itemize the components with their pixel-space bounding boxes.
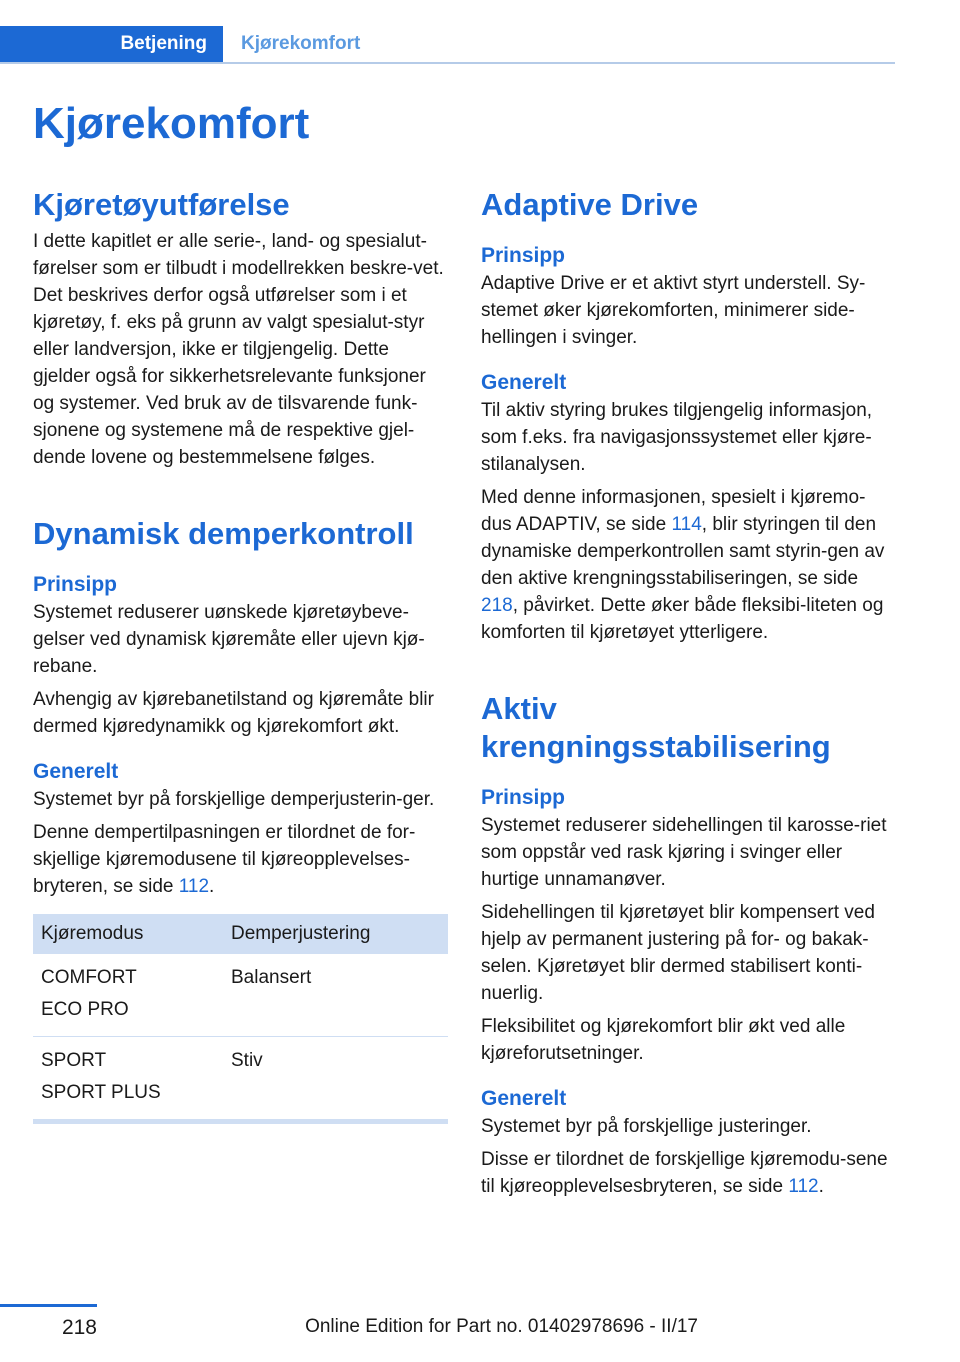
- paragraph: [481, 1146, 896, 1200]
- mode-value: ECO PRO: [41, 999, 129, 1020]
- paragraph-text: , blir styringen til den dynamiske demperkontrollen samt styrin-gen av den aktive krengningsstabiliseringen, se side: [481, 514, 885, 589]
- punctuation: .: [209, 876, 215, 897]
- paragraph: Systemet reduserer uønskede kjøretøybeve-gelser ved dynamisk kjøremåte eller ujevn kjø-rebane.: [33, 602, 425, 677]
- paragraph: Til aktiv styring brukes tilgjengelig informasjon, som f.eks. fra navigasjonssystemet eller kjøre-stilanalysen.: [481, 400, 873, 475]
- paragraph: Adaptive Drive er et aktivt styrt understell. Sy-stemet øker kjørekomforten, minimerer side-hellingen i svinger.: [481, 273, 866, 348]
- table-cell-modes: [33, 1037, 223, 1122]
- page-reference-link[interactable]: 218: [481, 595, 513, 616]
- section-heading-active-roll-stabilization: [481, 690, 896, 766]
- mode-value: COMFORT: [41, 967, 137, 988]
- footer-rule: [0, 1304, 97, 1307]
- mode-value: SPORT PLUS: [41, 1082, 161, 1103]
- section-heading-vehicle-version: Kjøretøyutførelse: [33, 187, 290, 222]
- page-reference-link[interactable]: 114: [671, 514, 702, 535]
- right-column: [481, 180, 896, 1200]
- subheading-general: Generelt: [481, 371, 567, 394]
- subheading-principle: Prinsipp: [481, 244, 566, 267]
- mode-value: SPORT: [41, 1050, 107, 1071]
- table-row: [33, 1037, 448, 1122]
- section-tab[interactable]: Betjening: [0, 26, 223, 62]
- table-header-cell: Demperjustering: [223, 914, 448, 954]
- table-header-row: [33, 914, 448, 954]
- paragraph-text: Med denne informasjonen, spesielt i kjøremo-dus ADAPTIV, se side: [481, 487, 866, 535]
- page-header: [0, 26, 895, 64]
- punctuation: .: [818, 1176, 824, 1197]
- section-heading-adaptive-drive: Adaptive Drive: [481, 187, 699, 222]
- page-reference-link[interactable]: 112: [788, 1176, 819, 1197]
- paragraph: Avhengig av kjørebanetilstand og kjøremåte blir dermed kjøredynamikk og kjørekomfort økt.: [33, 689, 434, 737]
- table-cell-modes: [33, 954, 223, 1037]
- mode-table: [33, 914, 448, 1124]
- paragraph: Fleksibilitet og kjørekomfort blir økt ved alle kjøreforutsetninger.: [481, 1016, 846, 1064]
- heading-line: Aktiv: [481, 691, 557, 726]
- paragraph: I dette kapitlet er alle serie-, land- og spesialut-førelser som er tilbudt i modellrekken beskre-vet. Det beskrives derfor også utførelser som i et kjøretøy, f. eks på grunn av valgt spesialut-styr eller landversjon, ikke er tilgjengelig. Dette gjelder også for sikkerhetsrelevante funksjoner og systemer. Ved bruk av de tilsvarende funk-sjonene og systemene må de respektive gjel-dende lovene og bestemmelsene følges.: [33, 231, 444, 468]
- paragraph-text: , påvirket. Dette øker både fleksibi-liteten og komforten til kjøretøyet ytterligere.: [481, 595, 884, 643]
- subheading-general: Generelt: [33, 760, 119, 783]
- section-heading-dynamic-damper: Dynamisk demperkontroll: [33, 516, 414, 551]
- paragraph: Systemet byr på forskjellige justeringer.: [481, 1116, 812, 1137]
- paragraph: Sidehellingen til kjøretøyet blir kompensert ved hjelp av permanent justering på for- og bakak-selen. Kjøretøyet blir dermed stabilisert konti-nuerlig.: [481, 902, 875, 1004]
- subheading-principle: Prinsipp: [481, 786, 566, 809]
- left-column: [33, 180, 448, 1124]
- subheading-general: Generelt: [481, 1087, 567, 1110]
- chapter-tab[interactable]: Kjørekomfort: [241, 33, 361, 54]
- heading-line: krengningsstabilisering: [481, 729, 831, 764]
- paragraph: [33, 819, 448, 900]
- page-number: 218: [61, 1316, 97, 1339]
- table-header-cell: Kjøremodus: [33, 914, 223, 954]
- page-title: Kjørekomfort: [33, 99, 310, 148]
- table-row: [33, 954, 448, 1037]
- paragraph: [481, 484, 896, 646]
- table-cell-setting: Stiv: [223, 1037, 448, 1122]
- table-cell-setting: Balansert: [223, 954, 448, 1037]
- page-reference-link[interactable]: 112: [178, 876, 210, 897]
- paragraph: Systemet reduserer sidehellingen til karosse-riet som oppstår ved rask kjøring i svinger eller hurtige unnamanøver.: [481, 815, 887, 890]
- edition-info: Online Edition for Part no. 01402978696 - II/17: [305, 1316, 698, 1337]
- paragraph-text: Denne dempertilpasningen er tilordnet de for-skjellige kjøremodusene til kjøreopplevelses-bryteren, se side: [33, 822, 416, 897]
- paragraph: Systemet byr på forskjellige demperjusterin-ger.: [33, 789, 435, 810]
- subheading-principle: Prinsipp: [33, 573, 118, 596]
- paragraph-text: Disse er tilordnet de forskjellige kjøremodu-sene til kjøreopplevelsesbryteren, se side: [481, 1149, 888, 1197]
